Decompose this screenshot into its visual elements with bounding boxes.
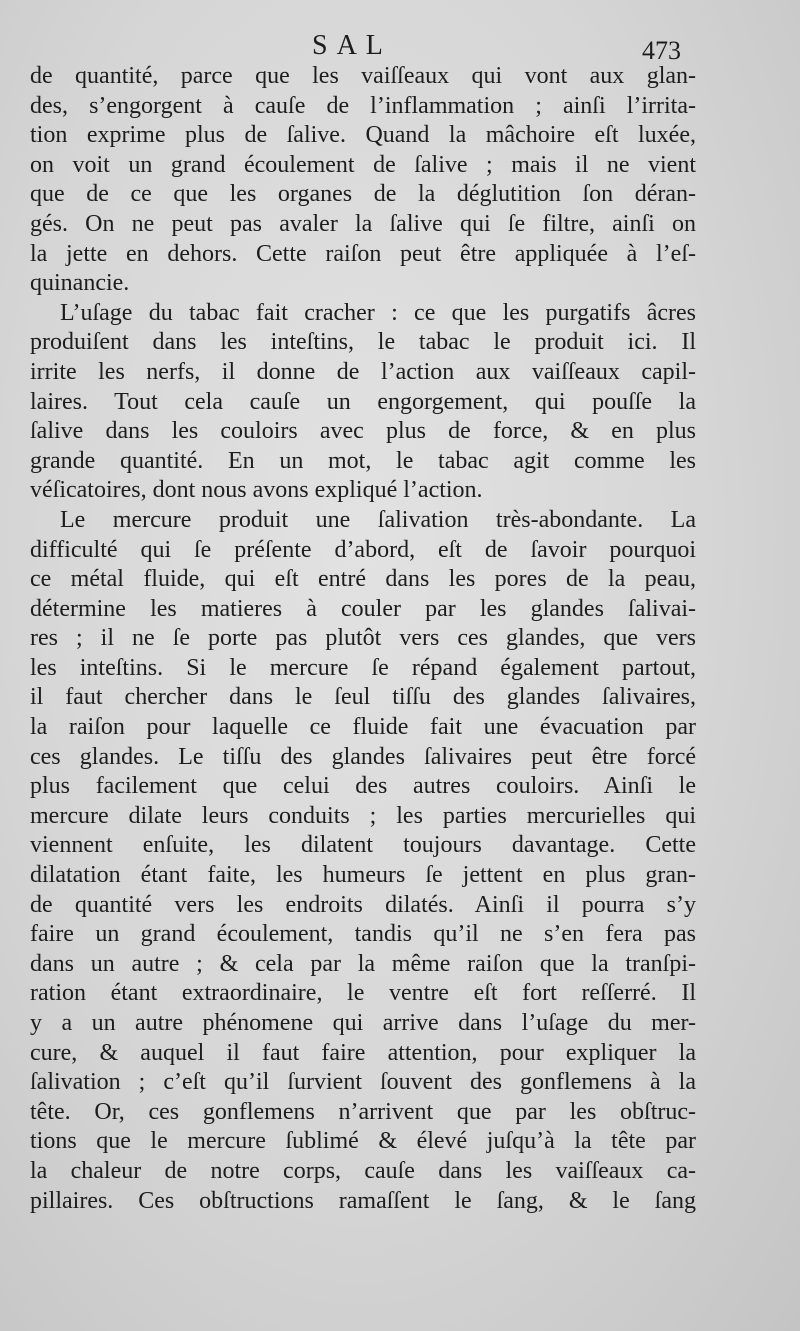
text-line: res ; il ne ſe porte pas plutôt vers ces glandes, que vers (30, 625, 696, 652)
text-line: dans un autre ; & cela par la même raiſon que la tranſpi- (30, 950, 696, 977)
text-line: ration étant extraordinaire, le ventre eſt fort reſſerré. Il (30, 980, 696, 1007)
text-line: gés. On ne peut pas avaler la ſalive qui ſe filtre, ainſi on (30, 210, 696, 237)
text-line: ce métal fluide, qui eſt entré dans les pores de la peau, (30, 566, 696, 593)
text-line: cure, & auquel il faut faire attention, pour expliquer la (30, 1039, 696, 1066)
page-number: 473 (642, 36, 681, 65)
text-line: plus facilement que celui des autres couloirs. Ainſi le (30, 773, 696, 800)
text-line: détermine les matieres à couler par les glandes ſalivai- (30, 595, 696, 622)
text-line: dilatation étant faite, les humeurs ſe jettent en plus gran- (30, 862, 696, 889)
text-line: tête. Or, ces gonflemens n’arrivent que par les obſtruc- (30, 1098, 696, 1125)
running-head: SAL (312, 30, 392, 61)
text-line: on voit un grand écoulement de ſalive ; mais il ne vient (30, 151, 696, 178)
text-line: difficulté qui ſe préſente d’abord, eſt de ſavoir pourquoi (30, 536, 696, 563)
text-line: grande quantité. En un mot, le tabac agit comme les (30, 447, 696, 474)
text-line: la raiſon pour laquelle ce fluide fait une évacuation par (30, 714, 696, 741)
text-line: y a un autre phénomene qui arrive dans l’uſage du mer- (30, 1010, 696, 1036)
text-line: ſalive dans les couloirs avec plus de force, & en plus (30, 418, 696, 445)
text-line: ces glandes. Le tiſſu des glandes ſalivaires peut être forcé (30, 743, 696, 770)
text-line: viennent enſuite, les dilatent toujours davantage. Cette (30, 832, 696, 859)
text-line: de quantité vers les endroits dilatés. Ainſi il pourra s’y (30, 891, 696, 918)
text-line: irrite les nerfs, il donne de l’action aux vaiſſeaux capil- (30, 358, 696, 385)
text-line: des, s’engorgent à cauſe de l’inflammation ; ainſi l’irrita- (30, 92, 696, 119)
text-line: de quantité, parce que les vaiſſeaux qui vont aux glan- (30, 63, 696, 89)
text-line: véſicatoires, dont nous avons expliqué l’action. (30, 477, 483, 504)
text-line: Le mercure produit une ſalivation très-abondante. La (60, 506, 696, 533)
text-line: tion exprime plus de ſalive. Quand la mâchoire eſt luxée, (30, 122, 696, 149)
text-line: pillaires. Ces obſtructions ramaſſent le ſang, & le ſang (30, 1187, 696, 1214)
text-line: faire un grand écoulement, tandis qu’il ne s’en fera pas (30, 921, 696, 948)
text-line: ſalivation ; c’eſt qu’il ſurvient ſouvent des gonflemens à la (30, 1069, 696, 1096)
text-line: les inteſtins. Si le mercure ſe répand également partout, (30, 654, 696, 681)
text-line: L’uſage du tabac fait cracher : ce que les purgatifs âcres (60, 299, 696, 326)
text-line: laires. Tout cela cauſe un engorgement, qui pouſſe la (30, 388, 696, 415)
text-line: il faut chercher dans le ſeul tiſſu des glandes ſalivaires, (30, 684, 696, 711)
text-line: tions que le mercure ſublimé & élevé juſqu’à la tête par (30, 1128, 696, 1155)
body-text (30, 62, 696, 1216)
text-line: mercure dilate leurs conduits ; les parties mercurielles qui (30, 802, 696, 829)
text-line: quinancie. (30, 270, 130, 297)
text-line: que de ce que les organes de la déglutition ſon déran- (30, 181, 696, 208)
text-line: produiſent dans les inteſtins, le tabac le produit ici. Il (30, 329, 696, 356)
text-line: la jette en dehors. Cette raiſon peut être appliquée à l’eſ- (30, 240, 696, 267)
text-line: la chaleur de notre corps, cauſe dans les vaiſſeaux ca- (30, 1157, 696, 1184)
